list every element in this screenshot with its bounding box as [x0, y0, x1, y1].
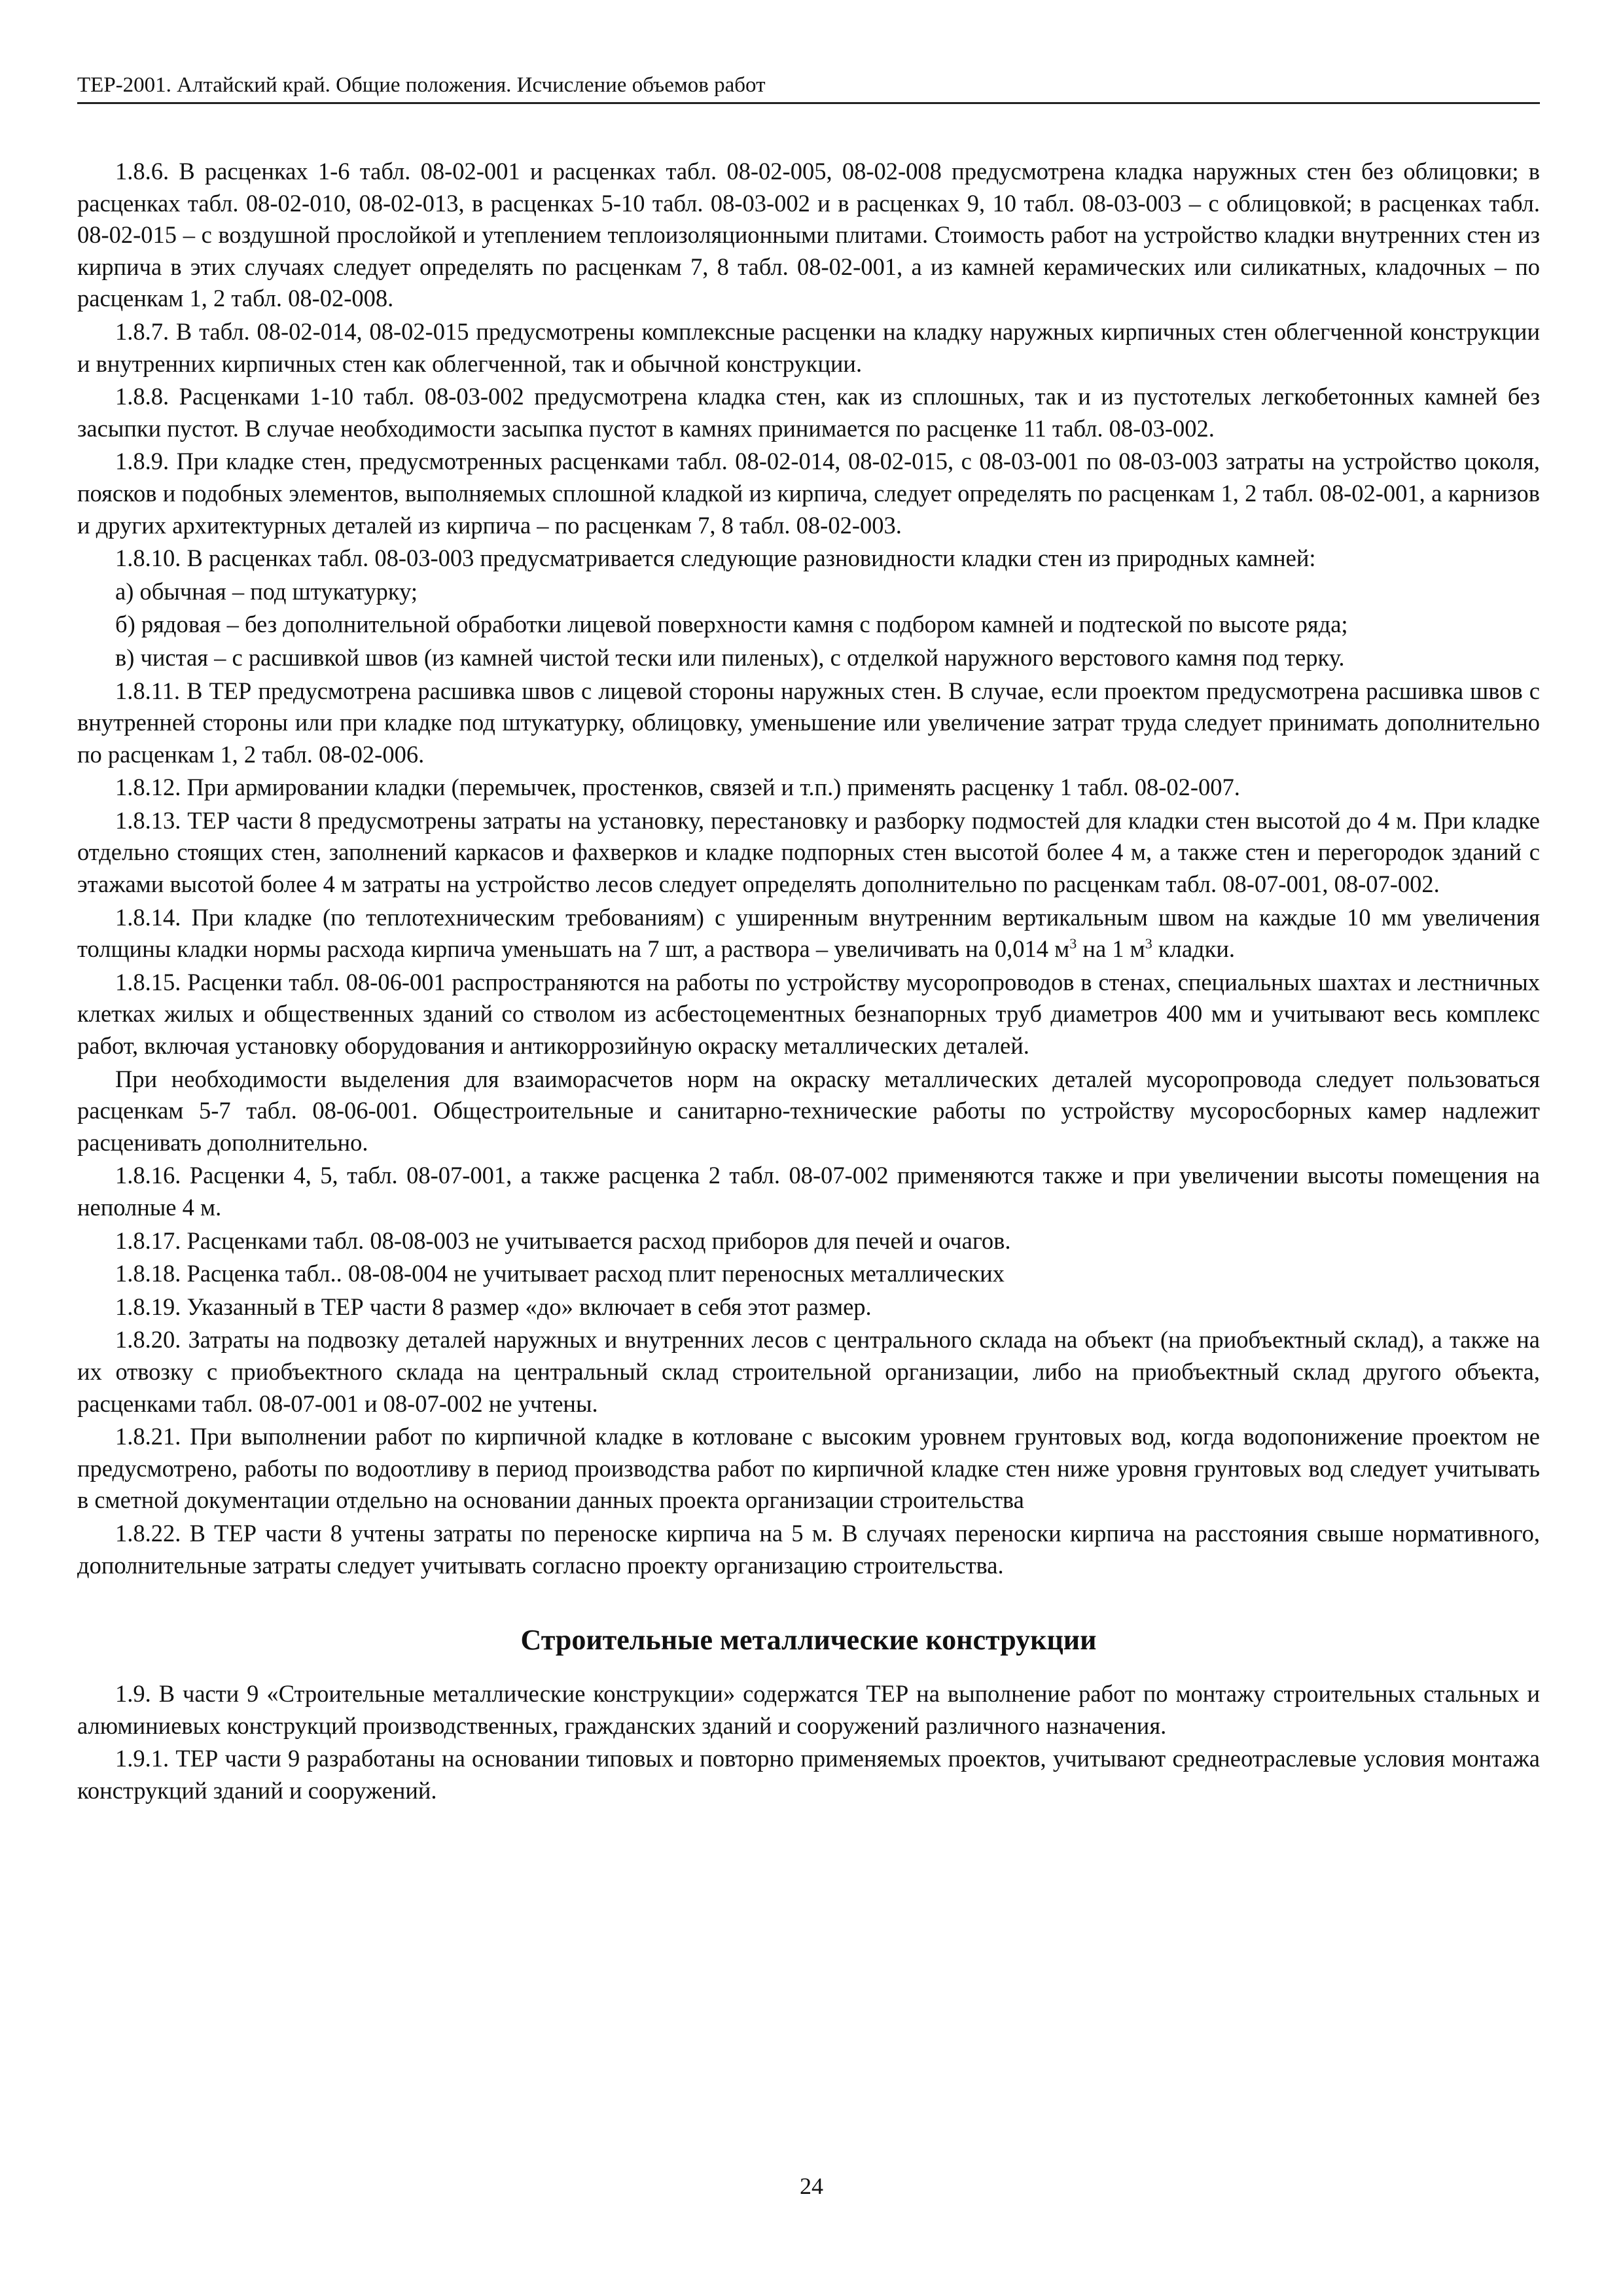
paragraph-1-8-16: 1.8.16. Расценки 4, 5, табл. 08-07-001, а также расценка 2 табл. 08-07-002 применяются также и при увеличении высоты помещения на неполные 4 м.	[77, 1162, 1540, 1221]
paragraph-1-8-8: 1.8.8. Расценками 1-10 табл. 08-03-002 предусмотрена кладка стен, как из сплошных, так и из пустотелых легкобетонных камней без засыпки пустот. В случае необходимости засыпка пустот в камнях принимается по расценке 11 табл. 08-03-002.	[77, 383, 1540, 442]
paragraph-1-8-15-continued: При необходимости выделения для взаиморасчетов норм на окраску металлических деталей мусоропровода следует пользоваться расценкам 5-7 табл. 08-06-001. Общестроительные и санитарно-технические работы по устройству мусоросборных камер надлежит расценивать дополнительно.	[77, 1065, 1540, 1156]
section-heading: Строительные металлические конструкции	[520, 1624, 1097, 1657]
paragraph-1-8-12: 1.8.12. При армировании кладки (перемычек, простенков, связей и т.п.) применять расценку 1 табл. 08-02-007.	[115, 774, 1240, 801]
paragraph-1-8-18: 1.8.18. Расценка табл.. 08-08-004 не учитывает расход плит переносных металлических	[115, 1260, 1005, 1287]
paragraph-1-8-10: 1.8.10. В расценках табл. 08-03-003 предусматривается следующие разновидности кладки стен из природных камней:	[115, 545, 1316, 572]
running-header: ТЕР-2001. Алтайский край. Общие положения. Исчисление объемов работ	[77, 71, 1540, 104]
paragraph-1-8-21: 1.8.21. При выполнении работ по кирпичной кладке в котловане с высоким уровнем грунтовых вод, когда водопонижение проектом не предусмотрено, работы по водоотливу в период производства работ по кирпичной кладке стен ниже уровня грунтовых вод следует учитывать в сметной документации отдельно на основании данных проекта организации строительства	[77, 1423, 1540, 1514]
paragraph-1-8-19: 1.8.19. Указанный в ТЕР части 8 размер «до» включает в себя этот размер.	[115, 1293, 872, 1320]
paragraph-1-9: 1.9. В части 9 «Строительные металлические конструкции» содержатся ТЕР на выполнение работ по монтажу строительных стальных и алюминиевых конструкций производственных, гражданских зданий и сооружений различного назначения.	[77, 1680, 1540, 1739]
paragraph-1-8-20: 1.8.20. Затраты на подвозку деталей наружных и внутренних лесов с центрального склада на объект (на приобъектный склад), а также на их отвозку с приобъектного склада на центральный склад строительной организации, либо на приобъектный склад другого объекта, расценками табл. 08-07-001 и 08-07-002 не учтены.	[77, 1326, 1540, 1417]
paragraph-1-8-7: 1.8.7. В табл. 08-02-014, 08-02-015 предусмотрены комплексные расценки на кладку наружных кирпичных стен облегченной конструкции и внутренних кирпичных стен как облегченной, так и обычной конструкции.	[77, 317, 1540, 377]
paragraph-1-8-14	[77, 902, 1540, 965]
paragraph-1-9-1: 1.9.1. ТЕР части 9 разработаны на основании типовых и повторно применяемых проектов, учитывают среднеотраслевые условия монтажа конструкций зданий и сооружений.	[77, 1745, 1540, 1804]
paragraph-1-8-13: 1.8.13. ТЕР части 8 предусмотрены затраты на установку, перестановку и разборку подмостей для кладки стен высотой до 4 м. При кладке отдельно стоящих стен, заполнений каркасов и фахверков и кладке подпорных стен высотой более 4 м, а также стен и перегородок зданий с этажами высотой более 4 м затраты на устройство лесов следует определять дополнительно по расценкам табл. 08-07-001, 08-07-002.	[77, 806, 1540, 898]
list-item-a: а) обычная – под штукатурку;	[115, 577, 418, 605]
paragraph-1-8-9: 1.8.9. При кладке стен, предусмотренных расценками табл. 08-02-014, 08-02-015, с 08-03-001 по 08-03-003 затраты на устройство цоколя, поясков и подобных элементов, выполняемых сплошной кладкой из кирпича, следует определять по расценкам 1, 2 табл. 08-02-001, а карнизов и других архитектурных деталей из кирпича – по расценкам 7, 8 табл. 08-02-003.	[77, 448, 1540, 539]
paragraph-1-8-14-text-b: на 1 м	[1077, 935, 1145, 963]
list-item-c: в) чистая – с расшивкой швов (из камней чистой тески или пиленых), с отделкой наружного верстового камня под терку.	[115, 643, 1345, 671]
superscript-cubic-b: 3	[1145, 935, 1152, 952]
paragraph-1-8-14-text-a: 1.8.14. При кладке (по теплотехническим требованиям) с уширенным внутренним вертикальным швом на каждые 10 мм увеличения толщины кладки нормы расхода кирпича уменьшать на 7 шт, а раствора – увеличивать на 0,014 м	[77, 903, 1540, 963]
paragraph-1-8-15: 1.8.15. Расценки табл. 08-06-001 распространяются на работы по устройству мусоропроводов в стенах, специальных шахтах и лестничных клетках жилых и общественных зданий со стволом из асбестоцементных безнапорных труб диаметров 400 мм и учитывают весь комплекс работ, включая установку оборудования и антикоррозийную окраску металлических деталей.	[77, 968, 1540, 1060]
paragraph-1-8-22: 1.8.22. В ТЕР части 8 учтены затраты по переноске кирпича на 5 м. В случаях переноски кирпича на расстояния свыше нормативного, дополнительные затраты следует учитывать согласно проекту организацию строительства.	[77, 1519, 1540, 1579]
superscript-cubic-a: 3	[1069, 935, 1077, 952]
paragraph-1-8-6: 1.8.6. В расценках 1-6 табл. 08-02-001 и расценках табл. 08-02-005, 08-02-008 предусмотрена кладка наружных стен без облицовки; в расценках табл. 08-02-010, 08-02-013, в расценках 5-10 табл. 08-03-002 и в расценках 9, 10 табл. 08-03-003 – с облицовкой; в расценках табл. 08-02-015 – с воздушной прослойкой и утеплением теплоизоляционными плитами. Стоимость работ на устройство кладки внутренних стен из кирпича в этих случаях следует определять по расценкам 7, 8 табл. 08-02-001, а из камней керамических или силикатных, кладочных – по расценкам 1, 2 табл. 08-02-008.	[77, 158, 1540, 312]
page-number: 24	[800, 2173, 823, 2199]
document-body	[77, 156, 1540, 1808]
list-item-b: б) рядовая – без дополнительной обработки лицевой поверхности камня с подбором камней и подтеской по высоте ряда;	[115, 611, 1348, 638]
paragraph-1-8-11: 1.8.11. В ТЕР предусмотрена расшивка швов с лицевой стороны наружных стен. В случае, если проектом предусмотрена расшивка швов с внутренней стороны или при кладке под штукатурку, облицовку, уменьшение или увеличение затрат труда следует принимать дополнительно по расценкам 1, 2 табл. 08-02-006.	[77, 677, 1540, 768]
paragraph-1-8-17: 1.8.17. Расценками табл. 08-08-003 не учитывается расход приборов для печей и очагов.	[115, 1227, 1011, 1254]
paragraph-1-8-14-text-c: кладки.	[1152, 935, 1236, 963]
